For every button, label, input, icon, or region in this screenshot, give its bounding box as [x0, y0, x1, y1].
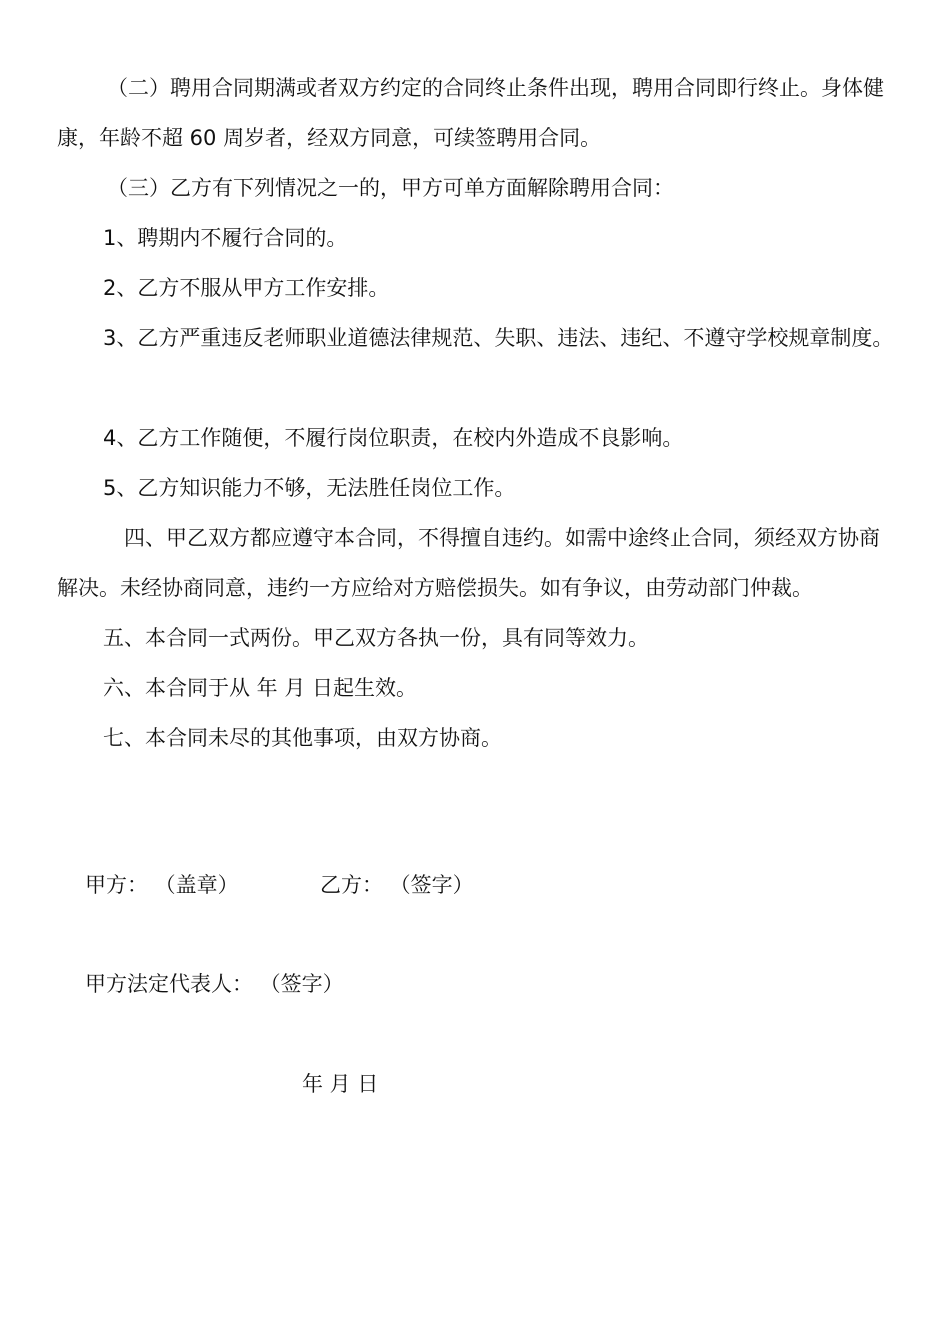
clause-3-item-1: 1、聘期内不履行合同的。 — [103, 226, 348, 250]
legal-rep-signature-line: 甲方法定代表人： （签字） — [85, 972, 344, 996]
party-a-seal-line: 甲方： （盖章） — [85, 873, 239, 897]
clause-3-item-2: 2、乙方不服从甲方工作安排。 — [103, 276, 390, 300]
clause-2-term-end: （二）聘用合同期满或者双方约定的合同终止条件出现，聘用合同即行终止。身体健康，年龄不超 60 周岁者，经双方同意，可续签聘用合同。 — [57, 76, 884, 150]
clause-5-copies: 五、本合同一式两份。甲乙双方各执一份，具有同等效力。 — [103, 626, 649, 650]
clause-3-item-5: 5、乙方知识能力不够，无法胜任岗位工作。 — [103, 476, 516, 500]
clause-3-item-4: 4、乙方工作随便，不履行岗位职责，在校内外造成不良影响。 — [103, 426, 684, 450]
clause-4-compliance: 四、甲乙双方都应遵守本合同，不得擅自违约。如需中途终止合同，须经双方协商解决。未经协商同意，违约一方应给对方赔偿损失。如有争议，由劳动部门仲裁。 — [57, 526, 880, 600]
clause-7-other-matters: 七、本合同未尽的其他事项，由双方协商。 — [103, 726, 502, 750]
clause-6-effective-date: 六、本合同于从 年 月 日起生效。 — [103, 676, 418, 700]
clause-3-termination-intro: （三）乙方有下列情况之一的，甲方可单方面解除聘用合同： — [107, 176, 674, 200]
signing-date-line: 年 月 日 — [302, 1072, 379, 1096]
party-b-signature-line: 乙方： （签字） — [320, 873, 474, 897]
clause-3-item-3: 3、乙方严重违反老师职业道德法律规范、失职、违法、违纪、不遵守学校规章制度。 — [103, 326, 894, 350]
